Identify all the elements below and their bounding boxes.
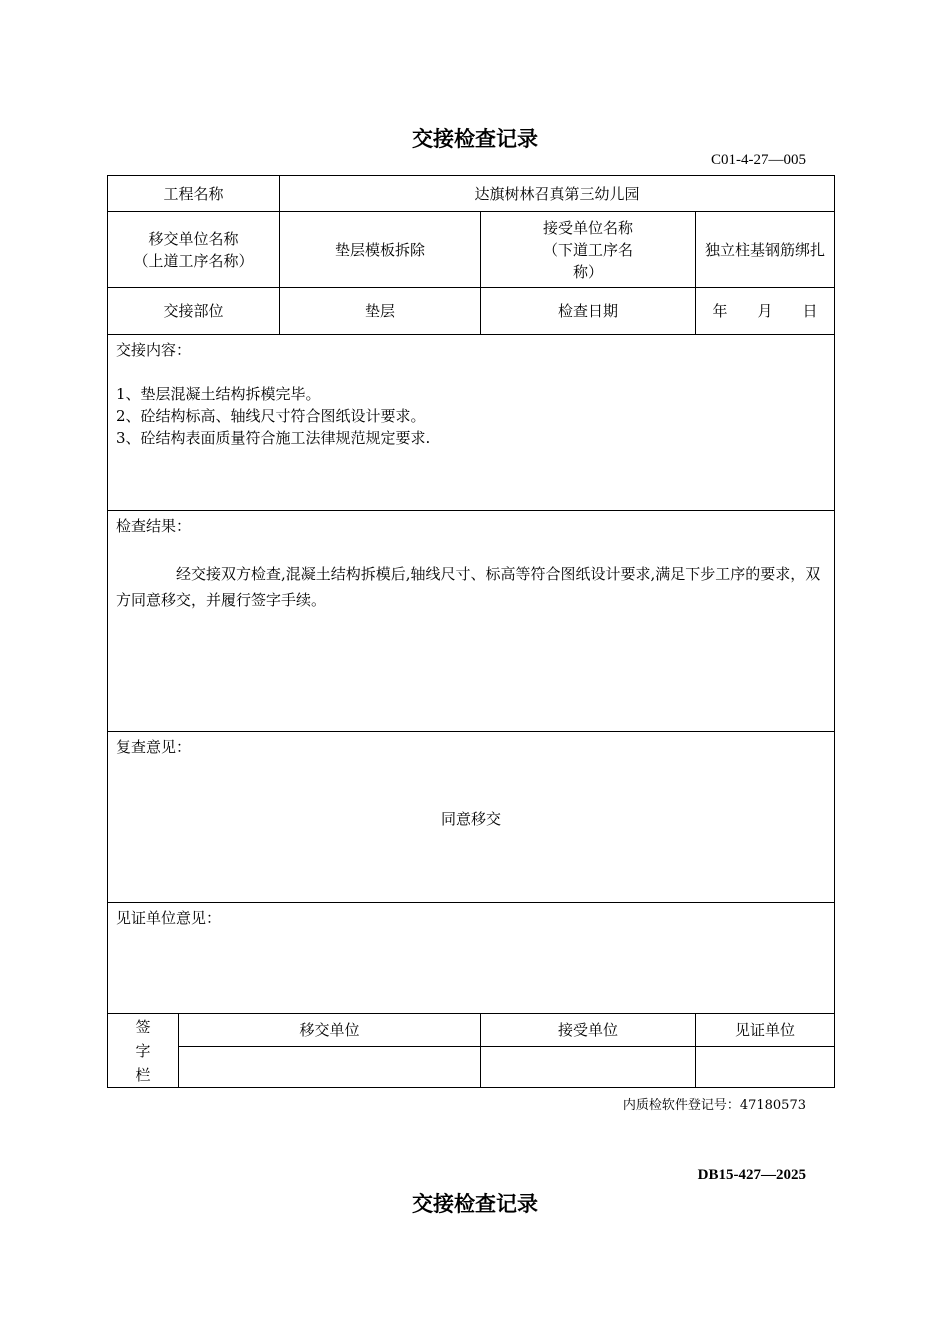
handover-content-section [108,335,835,511]
project-name-value: 达旗树林召真第三幼儿园 [280,176,835,212]
witness-opinion-section [108,903,835,1014]
sign-witness-unit-label: 见证单位 [696,1014,835,1047]
sign-receiver-unit-label: 接受单位 [481,1014,696,1047]
sign-receiver-unit-box [481,1047,696,1088]
check-result-label: 检查结果： [116,517,192,535]
receiver-unit-label [481,212,696,288]
check-result-text: 经交接双方检查,混凝土结构拆模后,轴线尺寸、标高等符合图纸设计要求,满足下步工序的要求，双方同意移交，并履行签字手续。 [116,565,821,609]
check-date-value: 年 月 日 [696,288,835,335]
review-opinion-text: 同意移交 [441,810,502,828]
handover-inspection-table [107,175,835,1088]
receiver-unit-label-line1: 接受单位名称 [543,218,634,237]
software-registration-note: 内质检软件登记号：47180573 [622,1098,806,1113]
sign-witness-unit-box [696,1047,835,1088]
review-opinion-section [108,732,835,903]
signature-char: 字 [135,1041,151,1060]
sign-handover-unit-box [179,1047,481,1088]
handover-unit-value: 垫层模板拆除 [280,212,481,288]
signature-column-label [108,1014,179,1088]
handover-content-label: 交接内容： [116,341,192,359]
content-item: 2、砼结构标高、轴线尺寸符合图纸设计要求。 [116,407,426,425]
content-item: 1、垫层混凝土结构拆模完毕。 [116,385,321,403]
signature-char: 栏 [135,1065,151,1084]
handover-part-label: 交接部位 [108,288,280,335]
project-name-label: 工程名称 [108,176,280,212]
handover-unit-label-line1: 移交单位名称 [148,229,239,248]
handover-part-value: 垫层 [280,288,481,335]
check-result-section [108,511,835,732]
receiver-unit-value: 独立柱基钢筋绑扎 [696,212,835,288]
handover-unit-label [108,212,280,288]
content-item: 3、砼结构表面质量符合施工法律规范规定要求. [116,429,431,447]
handover-unit-label-line2: （上道工序名称） [133,251,254,270]
form-code: C01-4-27—005 [711,152,806,168]
page-title: 交接检查记录 [412,126,538,151]
next-page-title: 交接检查记录 [412,1191,538,1216]
standard-document-number: DB15-427—2025 [697,1167,806,1183]
receiver-unit-label-line2: （下道工序名 [543,240,634,259]
receiver-unit-label-line3: 称） [573,262,604,281]
sign-handover-unit-label: 移交单位 [179,1014,481,1047]
review-opinion-label: 复查意见： [116,738,192,756]
check-date-label: 检查日期 [481,288,696,335]
witness-opinion-label: 见证单位意见： [116,909,222,927]
signature-char: 签 [135,1017,151,1036]
